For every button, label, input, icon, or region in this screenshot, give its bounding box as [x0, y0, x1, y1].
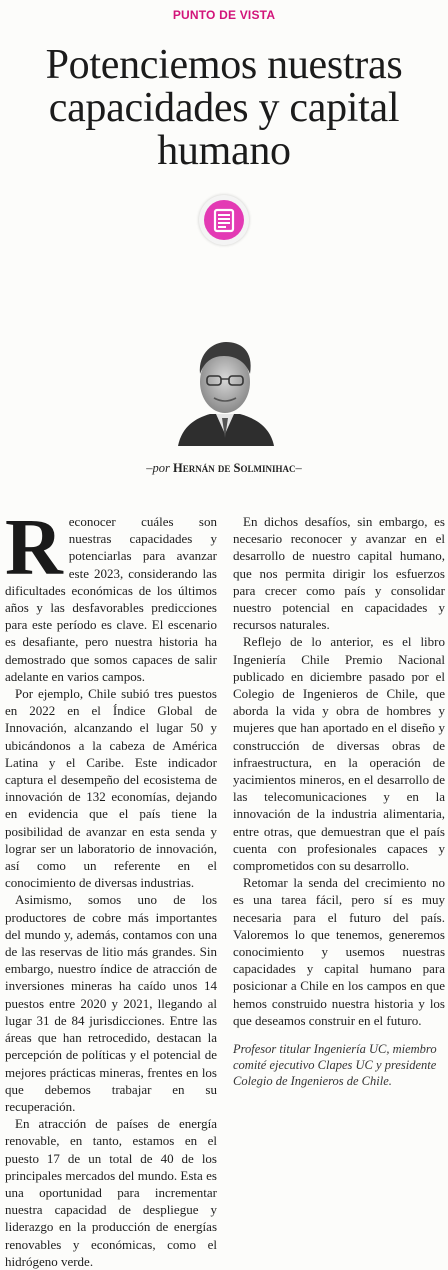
- headline-line-2: capacidades y capital: [48, 85, 400, 131]
- drop-cap: R: [5, 504, 63, 592]
- headline-line-1: Potenciemos nuestras: [45, 42, 403, 88]
- byline-suffix: –: [295, 461, 302, 475]
- byline-prefix: –por: [146, 461, 174, 475]
- author-name: Hernán de Solminihac: [173, 461, 296, 475]
- document-icon-glyph: [204, 200, 244, 240]
- paragraph-6: Reflejo de lo anterior, es el libro Ingeniería Chile Premio Nacional publicado en diciembre pasado por el Colegio de Ingenieros de Chile, que aborda la vida y obra de hombres y mujeres que han aportado en el diseño y construcción de diversas obras de infraestructura, en la operación de yacimientos mineros, en el desarrollo de las telecomunicaciones y en la innovación de la industria alimentaria, entre otras, que demuestran que el país cuenta con profesionales capaces y comprometidos con su desarrollo.: [233, 634, 445, 874]
- column-left: [5, 504, 217, 1270]
- paragraph-3: Asimismo, somos uno de los productores de cobre más importantes del mundo y, además, contamos con una de las reservas de litio más grandes. Sin embargo, nuestro índice de atracción de inversiones mineras ha caído unos 14 puestos entre 2020 y 2021, llegando al lugar 31 de 84 jurisdicciones. Entre las áreas que han retrocedido, destacan la percepción de políticas y el potencial de mejores prácticas mineras, frentes en los que debemos trabajar en su recuperación.: [5, 892, 217, 1114]
- document-icon-circle: [204, 200, 244, 240]
- section-kicker: PUNTO DE VISTA: [172, 8, 276, 22]
- headline-line-3: humano: [157, 128, 291, 174]
- author-signature: Profesor titular Ingeniería UC, miembro comité ejecutivo Clapes UC y presidente Colegio de Ingenieros de Chile.: [233, 1042, 437, 1089]
- byline: [0, 461, 448, 476]
- paragraph-1: [5, 504, 217, 685]
- headline: [6, 44, 442, 173]
- document-icon: [199, 195, 249, 245]
- paragraph-1-text: econocer cuáles son nuestras capacidades y potenciarlas para avanzar este 2023, considerando las dificultades económicas de los últimos años y las desfavorables predicciones para este período es clave. El escenario es desafiante, pero nuestra historia ha demostrado que somos capaces de salir adelante en varios campos.: [5, 514, 217, 684]
- paragraph-7: Retomar la senda del crecimiento no es una tarea fácil, pero sí es muy necesaria para el futuro del país. Valoremos lo que tenemos, generemos conocimiento y usemos nuestras capacidades y capital humano para posicionar a Chile en los campos en que hemos construido nuestra historia y los que deseamos construir en el futuro.: [233, 875, 445, 1028]
- paragraph-5: En dichos desafíos, sin embargo, es necesario reconocer y avanzar en el desarrollo de nuestro capital humano, que nos permita dirigir los esfuerzos para crecer como país y consolidar nuestro potencial en capacidades y recursos naturales.: [233, 514, 445, 633]
- paragraph-2: Por ejemplo, Chile subió tres puestos en 2022 en el Índice Global de Innovación, alcanzando el lugar 50 y ubicándonos a la cabeza de América Latina y el Caribe. Este indicador captura el desempeño del ecosistema de innovación de 132 economías, dejando en evidencia que el país tiene la posibilidad de avanzar en esta senda y lograr ser un laboratorio de innovación, así como un referente en el conocimiento de diversas industrias.: [5, 686, 217, 891]
- column-right: [233, 513, 445, 1089]
- paragraph-4: En atracción de países de energía renovable, en tanto, estamos en el puesto 17 de un total de 40 de los principales mercados del mundo. Esta es una oportunidad para incrementar nuestra capacidad de despliegue y liderazgo en la producción de energías renovables y económicas, como el hidrógeno verde.: [5, 1116, 217, 1269]
- author-photo: [174, 338, 276, 446]
